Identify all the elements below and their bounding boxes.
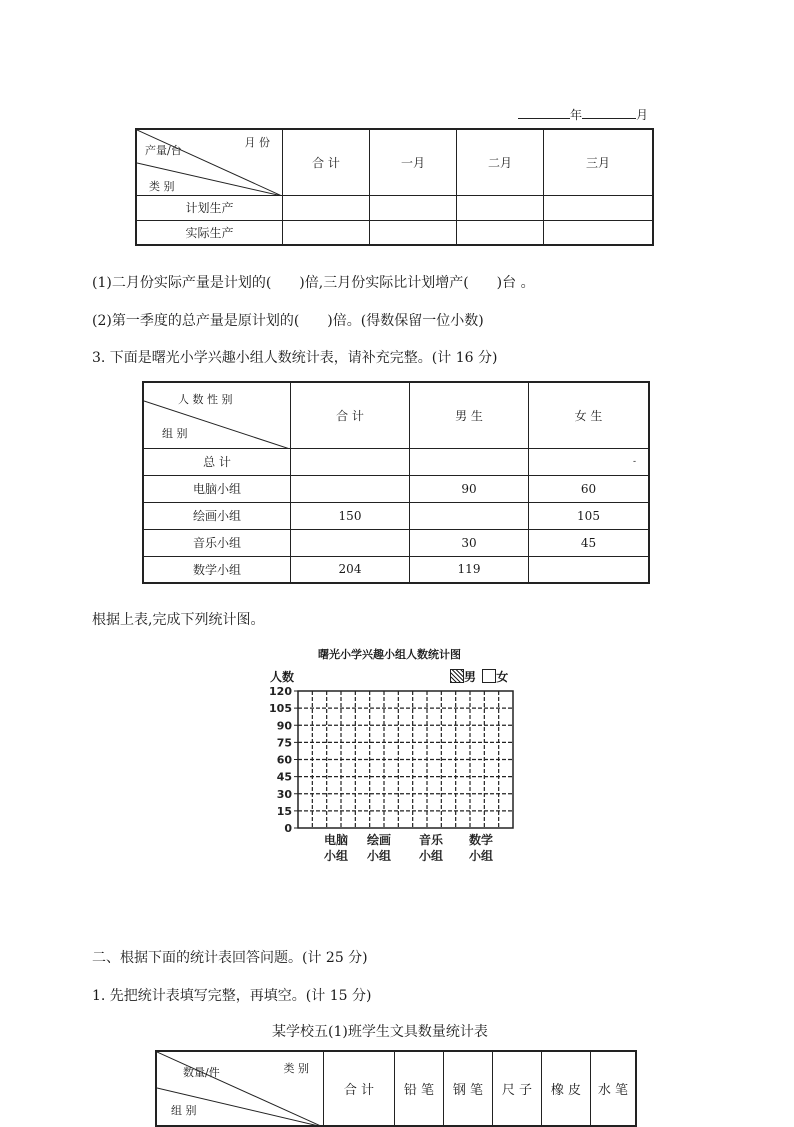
chart-title: 曙光小学兴趣小组人数统计图 — [318, 648, 461, 661]
table2-header-girls: 女 生 — [529, 382, 650, 448]
y-tick-label: 60 — [276, 753, 292, 767]
table1-cell[interactable] — [370, 220, 457, 245]
table2-cell[interactable] — [529, 556, 650, 583]
question-2-1: 1. 先把统计表填写完整，再填空。(计 15 分) — [92, 988, 372, 1004]
table2-header-total: 合 计 — [291, 382, 410, 448]
table3-header-pen: 钢 笔 — [444, 1051, 493, 1126]
table1-cell[interactable] — [544, 195, 654, 220]
table1-cell[interactable] — [457, 220, 544, 245]
y-tick-label: 0 — [284, 822, 292, 835]
table2-row-label: 音乐小组 — [143, 529, 291, 556]
y-tick-label: 105 — [269, 702, 292, 716]
year-label: 年 — [570, 108, 583, 122]
x-category-label: 绘画 — [366, 833, 392, 847]
table3-header-pencil: 铅 笔 — [395, 1051, 444, 1126]
production-table — [135, 128, 654, 246]
table1-header-feb: 二月 — [457, 129, 544, 195]
x-category-label: 小组 — [323, 849, 349, 863]
table3-header-total: 合 计 — [324, 1051, 395, 1126]
table1-header-mar: 三月 — [544, 129, 654, 195]
y-axis-label: 人数 — [270, 670, 295, 684]
table1-row-label: 计划生产 — [136, 195, 283, 220]
year-blank[interactable] — [518, 104, 570, 119]
table2-header-boys: 男 生 — [410, 382, 529, 448]
table1-row-label: 实际生产 — [136, 220, 283, 245]
table3-corner-cell — [156, 1051, 324, 1126]
table2-row-label: 数学小组 — [143, 556, 291, 583]
y-tick-label: 45 — [276, 770, 292, 784]
table1-cell[interactable] — [370, 195, 457, 220]
corner-people-gender-label: 人 数 性 别 — [178, 393, 233, 406]
x-category-label: 音乐 — [418, 833, 444, 847]
table2-cell[interactable]: 60 — [529, 475, 650, 502]
table3-header-ruler: 尺 子 — [493, 1051, 542, 1126]
corner-group-label: 组 别 — [171, 1104, 197, 1117]
table2-cell[interactable]: 30 — [410, 529, 529, 556]
question-1: (1)二月份实际产量是计划的( )倍,三月份实际比计划增产( )台 。 — [92, 275, 535, 291]
y-tick-label: 90 — [276, 719, 292, 733]
y-tick-label: 75 — [276, 736, 292, 750]
interest-group-table — [142, 381, 650, 584]
table3-header-gel-pen: 水 笔 — [591, 1051, 637, 1126]
table2-cell[interactable]: 150 — [291, 502, 410, 529]
table1-cell[interactable] — [457, 195, 544, 220]
corner-month-label: 月 份 — [244, 136, 270, 149]
table2-row-label: 电脑小组 — [143, 475, 291, 502]
table2-cell[interactable] — [291, 448, 410, 475]
bar-chart-grid — [260, 680, 530, 875]
x-category-label: 电脑 — [323, 833, 349, 847]
table2-cell[interactable]: 204 — [291, 556, 410, 583]
table2-cell[interactable]: 119 — [410, 556, 529, 583]
corner-quantity-label: 数量/件 — [183, 1066, 220, 1079]
stationery-table — [155, 1050, 637, 1127]
table1-header-total: 合 计 — [283, 129, 370, 195]
table2-cell[interactable]: 105 — [529, 502, 650, 529]
month-blank[interactable] — [582, 104, 636, 119]
question-2: (2)第一季度的总产量是原计划的( )倍。(得数保留一位小数) — [92, 313, 484, 329]
corner-group-label: 组 别 — [162, 427, 188, 440]
x-category-label: 数学 — [468, 833, 494, 847]
y-tick-label: 15 — [276, 804, 292, 818]
date-line — [518, 104, 648, 123]
table1-cell[interactable] — [283, 195, 370, 220]
section-3-title: 3. 下面是曙光小学兴趣小组人数统计表，请补充完整。(计 16 分) — [92, 350, 498, 366]
table2-cell[interactable] — [291, 475, 410, 502]
month-label: 月 — [636, 108, 649, 122]
corner-output-label: 产量/台 — [145, 144, 182, 157]
corner-type-label: 类 别 — [283, 1062, 309, 1075]
x-category-label: 小组 — [366, 849, 392, 863]
corner-category-label: 类 别 — [149, 180, 175, 193]
table1-header-jan: 一月 — [370, 129, 457, 195]
table1-corner-cell — [136, 129, 283, 195]
y-tick-label: 30 — [276, 787, 292, 801]
legend-label-girls: 女 — [496, 670, 509, 684]
table2-corner-cell — [143, 382, 291, 448]
table1-cell[interactable] — [283, 220, 370, 245]
table2-row-label: 总 计 — [143, 448, 291, 475]
table2-cell[interactable]: 45 — [529, 529, 650, 556]
table3-title: 某学校五(1)班学生文具数量统计表 — [272, 1024, 488, 1040]
table1-cell[interactable] — [544, 220, 654, 245]
table2-cell[interactable] — [410, 448, 529, 475]
table2-cell[interactable]: - — [529, 448, 650, 475]
x-category-label: 小组 — [418, 849, 444, 863]
y-tick-label: 120 — [269, 685, 292, 698]
table2-row-label: 绘画小组 — [143, 502, 291, 529]
table2-cell[interactable] — [410, 502, 529, 529]
table2-cell[interactable] — [291, 529, 410, 556]
chart-intro: 根据上表,完成下列统计图。 — [92, 612, 265, 628]
x-category-label: 小组 — [468, 849, 494, 863]
table2-cell[interactable]: 90 — [410, 475, 529, 502]
section-2-title: 二、根据下面的统计表回答问题。(计 25 分) — [92, 950, 368, 966]
legend-label-boys: 男 — [464, 670, 477, 684]
table3-header-eraser: 橡 皮 — [542, 1051, 591, 1126]
